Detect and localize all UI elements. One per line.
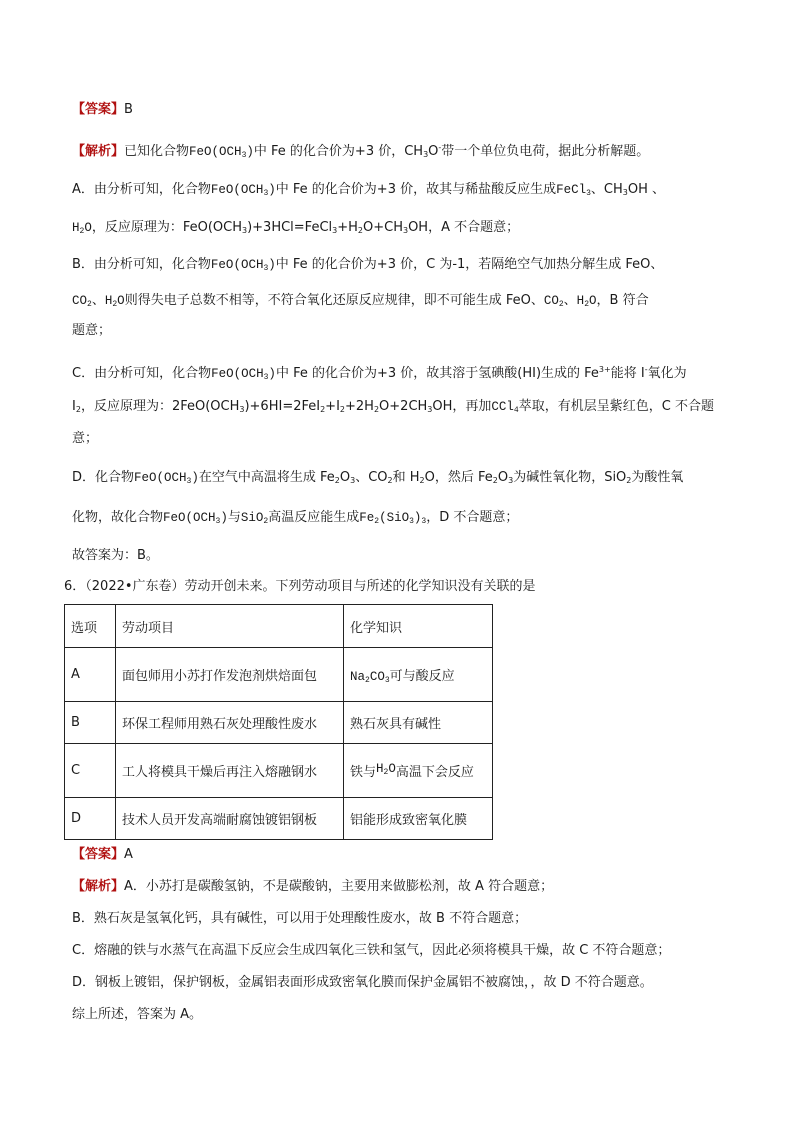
q5-option-a-line2: [72, 218, 519, 242]
text: ，D 不合题意；: [426, 510, 519, 525]
formula-feoch3: $FeO(OCH_3)$: [163, 511, 228, 526]
table-cell: A: [65, 648, 116, 702]
q6-analysis-line3: [72, 941, 670, 961]
text: 、CH: [590, 182, 623, 197]
text: 和 H: [392, 470, 420, 485]
text: )+6HI=2FeI: [244, 399, 321, 414]
text: O: [339, 470, 351, 485]
text: 为碱性氧化物，SiO: [513, 470, 627, 485]
text: 中 Fe 的化合价为+3 价，故其与稀盐酸反应生成: [275, 182, 557, 197]
text: D．化合物: [72, 470, 135, 485]
table-header-cell: 化学知识: [344, 605, 493, 648]
text: O+2CH: [379, 399, 428, 414]
q5-option-b-line3: [72, 321, 111, 341]
text: 中 Fe 的化合价为+3 价，CH: [253, 144, 424, 159]
text: 化物，故化合物: [72, 510, 164, 525]
q6-conclusion: [72, 1005, 202, 1025]
text: 意；: [72, 431, 99, 446]
text: I: [72, 399, 76, 414]
text: A．由分析可知，化合物: [72, 182, 211, 197]
text: 带一个单位负电荷，据此分析解题。: [441, 144, 650, 159]
q5-answer-line: [72, 100, 133, 120]
text: 氧化为: [647, 366, 687, 381]
table-cell: 熟石灰具有碱性: [344, 702, 493, 744]
text: C．熔融的铁与水蒸气在高温下反应会生成四氧化三铁和氢气，因此必须将模具干燥，故 C 不符合题意；: [72, 943, 671, 958]
text: O，然后 Fe: [424, 470, 493, 485]
text: 在空气中高温将生成 Fe: [198, 470, 335, 485]
q6-analysis-line1: [72, 877, 553, 897]
answer-value: A: [124, 847, 133, 862]
text: 中 Fe 的化合价为+3 价，C 为-1，若隔绝空气加热分解生成 FeO、: [275, 257, 664, 272]
formula-na2co3: $Na_2CO_3$: [350, 669, 390, 685]
table-cell: D: [65, 798, 116, 840]
sup: -: [644, 365, 648, 374]
sub: 2: [339, 405, 345, 414]
table-header-cell: 劳动项目: [116, 605, 344, 648]
answer-tag: 【答案】: [72, 847, 125, 862]
formula-h2o: $H_2O$: [376, 762, 396, 777]
q5-option-a-line1: [72, 180, 665, 204]
sub: 3: [242, 226, 248, 235]
sub: 3: [239, 405, 245, 414]
q5-option-b-line2: [72, 291, 649, 315]
formula-h2o: $H_2O$: [72, 221, 92, 236]
text: 综上所述，答案为 A。: [72, 1007, 203, 1022]
text: OH，A 不合题意；: [408, 220, 520, 235]
text: 中 Fe 的化合价为+3 价，故其溶于氢碘酸(HI)生成的 Fe: [275, 366, 599, 381]
table-cell: 环保工程师用熟石灰处理酸性废水: [116, 702, 344, 744]
text: O: [497, 470, 509, 485]
text: D．钢板上镀铝，保护钢板，金属铝表面形成致密氧化膜而保护金属铝不被腐蚀，，故 D 不符合题意。: [72, 975, 653, 990]
sub: 3: [622, 188, 628, 197]
formula-co2: $CO_2$: [72, 294, 92, 309]
text: 、: [91, 293, 105, 308]
sub: 2: [320, 405, 326, 414]
sub: 2: [334, 476, 340, 485]
table-header-cell: 选项: [65, 605, 116, 648]
text: 题意；: [72, 323, 112, 338]
text: B．由分析可知，化合物: [72, 257, 211, 272]
formula-sio2: SiO$_2$: [240, 511, 269, 526]
table-row: [65, 744, 493, 798]
text: 故答案为：B。: [72, 548, 159, 563]
text: C．由分析可知，化合物: [72, 366, 212, 381]
table-cell: 工人将模具干燥后再注入熔融钢水: [116, 744, 344, 798]
sub: 3: [402, 226, 409, 235]
text: 6．（2022•广东卷）劳动开创未来。下列劳动项目与所述的化学知识没有关联的是: [64, 579, 536, 594]
sub: 2: [357, 226, 363, 235]
analysis-tag: 【解析】: [72, 144, 125, 159]
formula-h2o: $H_2O$: [576, 294, 597, 309]
q5-option-c-line2: [72, 397, 714, 421]
formula-feoch3: $FeO(OCH_3)$: [134, 471, 199, 486]
text: 高温下会反应: [395, 765, 474, 780]
table-cell: [344, 648, 493, 702]
formula-fecl3: FeCl$_3$: [556, 183, 591, 198]
formula-feoch3: $FeO(OCH_3)$: [211, 367, 276, 382]
sub: 3: [427, 405, 433, 414]
formula-ccl4: CCl$_4$: [491, 400, 519, 415]
table-cell: 技术人员开发高端耐腐蚀镀铝钢板: [116, 798, 344, 840]
text: 铁与: [350, 765, 377, 780]
text: ，反应原理为：2FeO(OCH: [80, 399, 240, 414]
q5-analysis-line: [72, 138, 649, 166]
text: 为酸性氧: [631, 470, 684, 485]
text: 则得失电子总数不相等，不符合氧化还原反应规律，即不可能生成 FeO、: [124, 293, 544, 308]
table-row: [65, 702, 493, 744]
q5-option-b-line1: [72, 255, 663, 279]
table-cell: 面包师用小苏打作发泡剂烘焙面包: [116, 648, 344, 702]
table-cell: B: [65, 702, 116, 744]
formula-h2o: $H_2O$: [104, 294, 125, 309]
text: O: [428, 144, 439, 159]
q6-analysis-line2: [72, 909, 527, 929]
text: 可与酸反应: [389, 668, 455, 684]
q6-stem: [64, 577, 536, 597]
text: +2H: [345, 399, 374, 414]
formula-fe2sio33: $Fe_2(SiO_3)_3$: [359, 511, 427, 526]
q5-option-d-line1: [72, 468, 683, 492]
sub: 3: [332, 226, 338, 235]
analysis-tag: 【解析】: [72, 879, 125, 894]
text: 能将 I: [610, 366, 645, 381]
text: 萃取，有机层呈紫红色，C 不合题: [518, 399, 714, 414]
sub: 3: [423, 150, 429, 159]
q5-option-c-line1: [72, 360, 687, 388]
table-row: [65, 798, 493, 840]
text: 已知化合物: [124, 144, 190, 159]
text: B．熟石灰是氢氧化钙，具有碱性，可以用于处理酸性废水，故 B 不符合题意；: [72, 911, 528, 926]
q6-analysis-line4: [72, 973, 653, 993]
text: )+3HCl=FeCl: [247, 220, 333, 235]
sub: 3: [508, 476, 514, 485]
sup: 3+: [598, 365, 611, 374]
text: 、CO: [355, 470, 388, 485]
table-cell: C: [65, 744, 116, 798]
formula-feoch3: $FeO(OCH_3)$: [210, 258, 276, 273]
q6-answer-line: [72, 845, 133, 865]
sub: 2: [75, 405, 81, 414]
q5-option-c-line3: [72, 429, 98, 449]
sup: -: [438, 143, 442, 152]
table-cell: 铝能形成致密氧化膜: [344, 798, 493, 840]
sub: 2: [492, 476, 498, 485]
text: +I: [325, 399, 340, 414]
text: 与: [227, 510, 241, 525]
q5-conclusion: [72, 546, 159, 566]
table-cell: [344, 744, 493, 798]
text: 、: [563, 293, 577, 308]
text: 高温反应能生成: [268, 510, 360, 525]
text: +H: [337, 220, 358, 235]
sub: 2: [373, 405, 380, 414]
table-row: [65, 648, 493, 702]
sub: 3: [350, 476, 356, 485]
text: ，B 符合: [596, 293, 649, 308]
formula-feoch3: $FeO(OCH_3)$: [210, 183, 276, 198]
q6-table: [64, 604, 493, 840]
answer-value: B: [124, 102, 133, 117]
text: OH，再加: [432, 399, 492, 414]
table-header-row: [65, 605, 493, 648]
formula-co2: $CO_2$: [543, 294, 564, 309]
answer-tag: 【答案】: [72, 102, 125, 117]
formula-feoch3: $FeO(OCH_3)$: [189, 145, 254, 160]
sub: 2: [419, 476, 425, 485]
sub: 2: [626, 476, 632, 485]
text: A．小苏打是碳酸氢钠，不是碳酸钠，主要用来做膨松剂，故 A 符合题意；: [124, 879, 554, 894]
q5-option-d-line2: [72, 508, 518, 532]
text: OH 、: [627, 182, 666, 197]
text: O+CH: [363, 220, 403, 235]
text: ，反应原理为：FeO(OCH: [91, 220, 242, 235]
sub: 2: [387, 476, 393, 485]
